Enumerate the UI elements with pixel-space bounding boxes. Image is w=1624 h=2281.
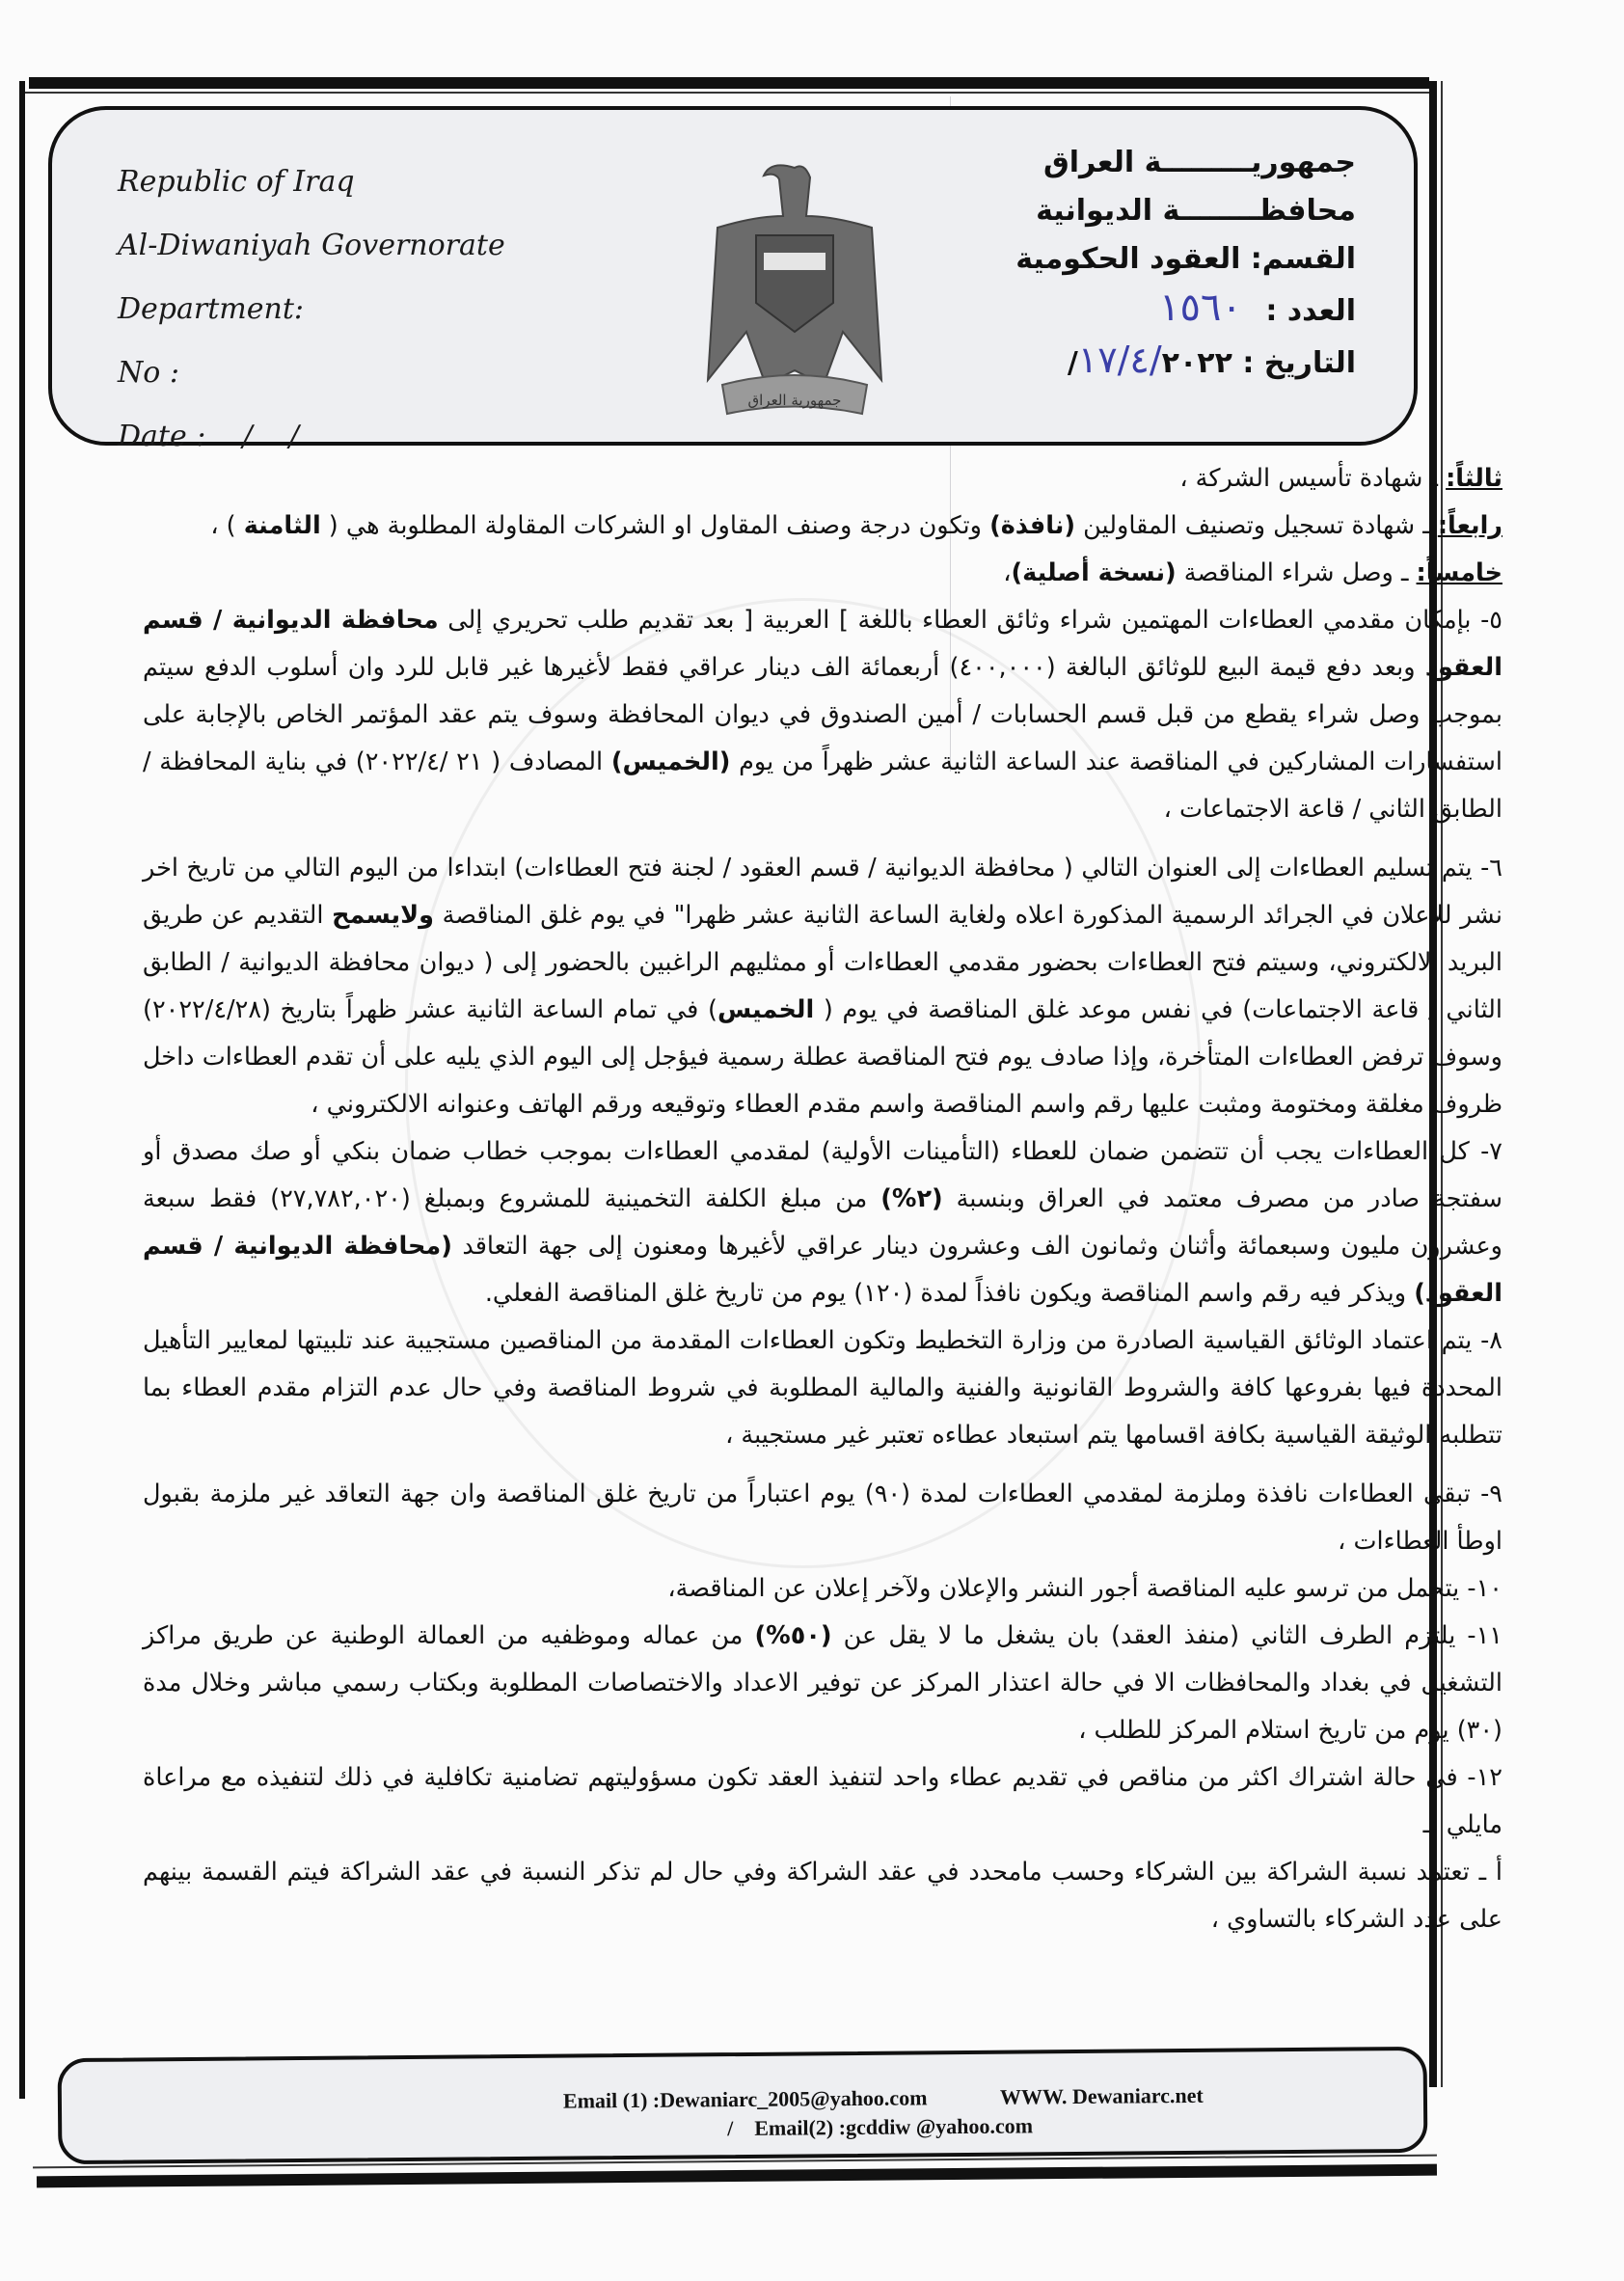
clause-11-text-a: ١١- يلتزم الطرف الثاني (منفذ العقد) بان يشغل ما لا يقل عن — [831, 1621, 1502, 1650]
number-label-ar: العدد : — [1265, 294, 1356, 328]
english-letterhead — [118, 150, 505, 469]
clause-5-text-a: ٥- بإمكان مقدمي العطاءات المهتمين شراء وثائق العطاء باللغة ] العربية [ بعد تقديم طلب تحريري إلى — [438, 606, 1502, 635]
iraq-eagle-emblem-icon — [679, 139, 910, 428]
date-year-printed: ٢٠٢٢/ — [1067, 346, 1232, 380]
footer-email-2[interactable]: / Email(2) :gcddiw @yahoo.com — [727, 2113, 1034, 2141]
clause-5 — [143, 597, 1502, 833]
footer-panel — [58, 2047, 1428, 2164]
fifth-label: خامساً: — [1416, 558, 1502, 587]
clause-10: ١٠- يتحمل من ترسو عليه المناقصة أجور النشر والإعلان ولآخر إعلان عن المناقصة، — [667, 1574, 1502, 1603]
footer-email-1[interactable]: Email (1) :Dewaniarc_2005@yahoo.com — [562, 2085, 928, 2113]
clause-7-text-b: من مبلغ الكلفة التخمينية للمشروع وبمبلغ (٢٧,٧٨٢,٠٢٠) فقط سبعة وعشرون مليون وسبعمائة وأثنان وثمانون الف وعشرون دينار عراقي لأغيرها ومعنون إلى جهة التعاقد — [143, 1184, 1502, 1261]
frame-bottom-border — [37, 2164, 1437, 2188]
fifth-end: ، — [1003, 558, 1012, 587]
clause-7-text-c: ويذكر فيه رقم واسم المناقصة ويكون نافذاً لمدة (١٢٠) يوم من تاريخ غلق المناقصة الفعلي. — [484, 1279, 1415, 1308]
clause-11-bold: (٥٠%) — [754, 1621, 832, 1650]
clause-6-text-b: التقديم عن طريق البريد الالكتروني، وسيتم فتح العطاءات بحضور مقدمي العطاءات أو ممثليهم الراغبين بالحضور إلى ( ديوان محافظة الديوانية / الطابق الثاني / قاعة الاجتماعات) في نفس موعد غلق المناقصة في يوم ( — [143, 901, 1503, 1024]
third-label: ثالثاً: — [1446, 464, 1502, 493]
fourth-text-b: وتكون درجة وصنف المقاول او الشركات المقاولة المطلوبة هي ( — [320, 511, 990, 540]
date-handwritten: ١٧/٤/ — [1077, 339, 1162, 381]
fourth-bold-a: (نافذة) — [989, 511, 1076, 540]
country-name-en: Republic of Iraq — [118, 165, 355, 199]
requirement-fifth — [143, 550, 1502, 597]
frame-top-line — [21, 92, 1435, 94]
clause-7-bold-b: (محافظة الديوانية / قسم العقود) — [143, 1232, 1502, 1308]
department-label-en: Department: — [118, 292, 304, 326]
arabic-letterhead — [1015, 139, 1356, 388]
reference-number-row — [1015, 284, 1356, 336]
fourth-text-a: ـ شهادة تسجيل وتصنيف المقاولين — [1075, 511, 1438, 540]
letterhead-panel — [48, 106, 1418, 453]
clause-6 — [143, 845, 1502, 1128]
clause-6-text-c: ) في تمام الساعة الثانية عشر ظهراً بتاريخ (٢٠٢٢/٤/٢٨) وسوف ترفض العطاءات المتأخرة، وإذا صادف يوم فتح المناقصة عطلة رسمية فيؤجل إلى اليوم الذي يليه على أن تقدم العطاءات داخل ظروف مغلقة ومختومة ومثبت عليها رقم واسم المناقصة واسم مقدم العطاء وتوقيعه ورقم الهاتف وعنوانه الالكتروني ، — [143, 995, 1502, 1119]
date-label-en: Date : / / — [118, 420, 299, 453]
clause-12: ١٢- في حالة اشتراك اكثر من مناقص في تقديم عطاء واحد لتنفيذ العقد تكون مسؤوليتهم تضامنية تكافلية في ذلك لتنفيذه مع مراعاة مايلي :ـ — [143, 1763, 1502, 1839]
footer-line-1 — [563, 2081, 1204, 2116]
clause-12-a: أ ـ تعتمد نسبة الشراكة بين الشركاء وحسب مامحدد في عقد الشراكة وفي حال لم تذكر النسبة في عقد الشراكة فيتم القسمة بينهم على عدد الشركاء بالتساوي ، — [143, 1858, 1502, 1934]
clause-7-bold-a: (٢%) — [880, 1184, 943, 1213]
clause-6-bold-b: الخميس — [717, 995, 815, 1024]
country-name-ar: جمهوريـــــــــة العراق — [1042, 146, 1356, 179]
governorate-name-en: Al-Diwaniyah Governorate — [118, 229, 505, 262]
date-label-ar: التاريخ : — [1242, 346, 1356, 380]
clause-11-text-b: من عماله وموظفيه من العمالة الوطنية عن طريق مراكز التشغيل في بغداد والمحافظات الا في حالة اعتذار المركز عن توفير الاعداد والاختصاصات المطلوبة وبكتاب رسمي مباشر وخلال مدة (٣٠) يوم من تاريخ استلام المركز للطلب ، — [143, 1621, 1502, 1745]
footer-website[interactable]: WWW. Dewaniarc.net — [999, 2082, 1204, 2109]
frame-top-border — [29, 77, 1429, 89]
date-row-ar — [1015, 336, 1356, 388]
department-ar: القسم: العقود الحكومية — [1015, 242, 1356, 276]
footer-contacts — [563, 2081, 1204, 2145]
clause-6-text-a: ٦- يتم تسليم العطاءات إلى العنوان التالي ( محافظة الديوانية / قسم العقود / لجنة فتح العطاءات) ابتداءا من اليوم التالي من تاريخ اخر نشر للإعلان في الجرائد الرسمية المذكورة اعلاه ولغاية الساعة الثانية عشر ظهرا" في يوم غلق المناقصة — [143, 854, 1502, 930]
clause-6-bold-a: ولايسمح — [332, 901, 434, 930]
clause-5-text-c: المصادف ( ٢١ /٢٠٢٢/٤) في بناية المحافظة / الطابق الثاني / قاعة الاجتماعات ، — [143, 747, 1502, 824]
fourth-bold-b: الثامنة — [243, 511, 321, 540]
clause-7 — [143, 1128, 1502, 1317]
number-label-en: No : — [118, 356, 179, 390]
fourth-text-c: ) ، — [210, 511, 244, 540]
document-body — [143, 455, 1502, 1943]
requirement-fourth — [143, 502, 1502, 550]
clause-5-bold-b: (الخميس) — [610, 747, 731, 776]
fifth-text: ـ وصل شراء المناقصة — [1176, 558, 1417, 587]
clause-5-bold-a: محافظة الديوانية / قسم العقود — [143, 606, 1502, 682]
clause-11 — [143, 1613, 1502, 1754]
governorate-name-ar: محافظــــــــة الديوانية — [1036, 194, 1356, 228]
fifth-bold: (نسخة أصلية) — [1011, 558, 1177, 587]
fourth-label: رابعاً: — [1437, 511, 1502, 540]
reference-number-handwritten: ١٥٦٠ — [1158, 285, 1242, 330]
clause-7-text-a: ٧- كل العطاءات يجب أن تتضمن ضمان للعطاء (التأمينات الأولية) لمقدمي العطاءات بموجب خطاب ضمان بنكي أو صك مصدق أو سفتجة صادر من مصرف معتمد في العراق وبنسبة — [143, 1137, 1502, 1213]
clause-8: ٨- يتم اعتماد الوثائق القياسية الصادرة من وزارة التخطيط وتكون العطاءات المقدمة من المناقصين مستجيبة عند تلبيتها لمعايير التأهيل المحددة فيها بفروعها كافة والشروط القانونية والفنية والمالية المطلوبة في شروط المناقصة وفي حال عدم التزام مقدم العطاء بما تتطلبه الوثيقة القياسية بكافة اقسامها يتم استبعاد عطاءه تعتبر غير مستجيبة ، — [143, 1326, 1502, 1450]
frame-left-border — [19, 81, 25, 2099]
third-text: ـ شهادة تأسيس الشركة ، — [1179, 464, 1447, 493]
clause-5-text-b: وبعد دفع قيمة البيع للوثائق البالغة (٤٠٠,٠٠٠) أربعمائة الف دينار عراقي فقط لأغيرها غير قابل للرد وان أسلوب الدفع سيتم بموجب وصل شراء يقطع من قبل قسم الحسابات / أمين الصندوق في ديوان المحافظة وسوف يتم عقد المؤتمر الخاص بالإجابة على استفسارات المشاركين في المناقصة عند الساعة الثانية عشر ظهراً من يوم — [143, 653, 1502, 776]
requirement-third — [143, 455, 1502, 502]
emblem-caption: جمهورية العراق — [747, 392, 842, 409]
clause-9: ٩- تبقى العطاءات نافذة وملزمة لمقدمي العطاءات لمدة (٩٠) يوم اعتباراً من تاريخ غلق المناقصة وان جهة التعاقد غير ملزمة بقبول اوطأ العطاءات ، — [143, 1480, 1502, 1556]
